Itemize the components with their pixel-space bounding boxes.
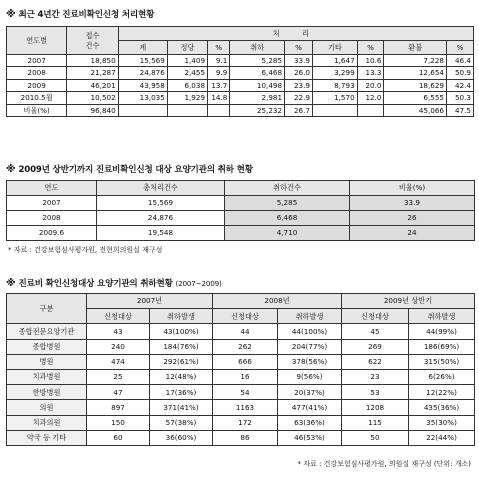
cell-applied-2007: 43 [87, 324, 150, 339]
cell-ratio: 26 [350, 211, 475, 226]
cell-applied-2007: 25 [87, 369, 150, 384]
cell-name: 치과병원 [7, 369, 87, 384]
cell-applied-2008: 86 [213, 430, 278, 445]
header-year: 연도 [7, 181, 97, 196]
cell-withdrawn-2008: 44(100%) [278, 324, 342, 339]
cell-return-pct: 50.3 [446, 92, 473, 104]
cell-return-pct: 47.5 [446, 104, 473, 116]
institution-withdrawal-table [6, 293, 475, 446]
table-row [7, 354, 475, 369]
cell-withdrawn-2009: 22(44%) [409, 430, 475, 445]
cell-total: 19,548 [97, 226, 225, 241]
cell-refund: 25,232 [230, 104, 285, 116]
cell-applied-2009: 50 [342, 430, 409, 445]
table-row [7, 369, 475, 384]
header-2008: 2008년 [213, 294, 342, 309]
cell-withdrawn-2007: 371(41%) [150, 400, 213, 415]
section-3-source-note: * 자료 : 건강보험심사평가원, 의원실 재구성 (단위: 개소) [297, 460, 471, 468]
table-row [7, 226, 475, 241]
cell-refund: 4,710 [225, 226, 350, 241]
table-row [7, 79, 474, 91]
cell-total [118, 104, 167, 116]
cell-year: 2007 [7, 196, 97, 211]
table-row [7, 196, 475, 211]
cell-other: 3,299 [312, 67, 357, 79]
cell-received: 18,850 [67, 55, 118, 67]
header-return: 환불 [384, 41, 447, 55]
table-row [7, 92, 474, 104]
header-withdrawn: 취하발생 [150, 309, 213, 324]
cell-name: 병원 [7, 354, 87, 369]
cell-received: 21,287 [67, 67, 118, 79]
table-row [7, 415, 475, 430]
cell-return: 18,629 [384, 79, 447, 91]
cell-applied-2008: 1163 [213, 400, 278, 415]
header-received [67, 27, 118, 55]
cell-refund-pct: 26.0 [285, 67, 313, 79]
cell-ratio: 33.9 [350, 196, 475, 211]
cell-applied-2007: 47 [87, 385, 150, 400]
cell-correct-pct: 14.8 [208, 92, 230, 104]
cell-applied-2008: 16 [213, 369, 278, 384]
cell-correct-pct [208, 104, 230, 116]
cell-total: 15,569 [118, 55, 167, 67]
cell-withdrawn-2007: 292(61%) [150, 354, 213, 369]
cell-refund-pct: 23.9 [285, 79, 313, 91]
cell-withdrawn-2008: 9(56%) [278, 369, 342, 384]
cell-applied-2007: 474 [87, 354, 150, 369]
cell-year: 2007 [7, 55, 67, 67]
header-pct: % [357, 41, 384, 55]
cell-received: 96,840 [67, 104, 118, 116]
header-refund: 취하 [230, 41, 285, 55]
header-applied: 신청대상 [213, 309, 278, 324]
cell-total: 43,958 [118, 79, 167, 91]
cell-total: 24,876 [97, 211, 225, 226]
table-row [7, 339, 475, 354]
cell-applied-2009: 269 [342, 339, 409, 354]
cell-return: 45,066 [384, 104, 447, 116]
cell-withdrawn-2007: 36(60%) [150, 430, 213, 445]
header-ratio: 비율(%) [350, 181, 475, 196]
cell-total: 13,035 [118, 92, 167, 104]
cell-correct: 6,038 [167, 79, 207, 91]
cell-refund-pct: 22.9 [285, 92, 313, 104]
cell-withdrawn-2008: 46(53%) [278, 430, 342, 445]
header-applied: 신청대상 [342, 309, 409, 324]
section-2-source-note: * 자료 : 건강보험심사평가원, 전현희의원실 재구성 [8, 246, 163, 254]
cell-name: 종합전문요양기관 [7, 324, 87, 339]
header-received-label: 접수 건수 [85, 31, 100, 50]
table-row [7, 400, 475, 415]
cell-withdrawn-2008: 477(41%) [278, 400, 342, 415]
cell-applied-2008: 666 [213, 354, 278, 369]
header-applied: 신청대상 [87, 309, 150, 324]
cell-return-pct: 50.9 [446, 67, 473, 79]
cell-applied-2008: 262 [213, 339, 278, 354]
cell-return: 7,228 [384, 55, 447, 67]
cell-correct-pct: 13.7 [208, 79, 230, 91]
cell-other-pct: 12.0 [357, 92, 384, 104]
table-row [7, 430, 475, 445]
cell-other-pct [357, 104, 384, 116]
cell-applied-2007: 60 [87, 430, 150, 445]
cell-year: 2009 [7, 79, 67, 91]
cell-refund-pct: 26.7 [285, 104, 313, 116]
cell-refund: 5,285 [230, 55, 285, 67]
cell-withdrawn-2008: 20(37%) [278, 385, 342, 400]
cell-year: 2010.5월 [7, 92, 67, 104]
cell-refund: 2,981 [230, 92, 285, 104]
cell-withdrawn-2007: 12(48%) [150, 369, 213, 384]
header-withdrawn: 취하발생 [409, 309, 475, 324]
processing-status-table [6, 26, 474, 117]
section-3-title: ※ 진료비 확인신청대상 요양기관의 취하현황 (2007~2009) [6, 278, 222, 289]
header-pct: % [285, 41, 313, 55]
cell-name: 한방병원 [7, 385, 87, 400]
cell-withdrawn-2009: 35(30%) [409, 415, 475, 430]
cell-refund-pct: 33.9 [285, 55, 313, 67]
header-total: 계 [118, 41, 167, 55]
cell-withdrawn-2007: 43(100%) [150, 324, 213, 339]
table-row [7, 211, 475, 226]
section-2-title: ※ 2009년 상반기까지 진료비확인신청 대상 요양기관의 취하 현황 [6, 164, 253, 175]
cell-other: 8,793 [312, 79, 357, 91]
cell-correct: 2,455 [167, 67, 207, 79]
header-2009: 2009년 상반기 [342, 294, 475, 309]
cell-applied-2009: 53 [342, 385, 409, 400]
cell-refund: 6,468 [230, 67, 285, 79]
cell-withdrawn-2009: 435(36%) [409, 400, 475, 415]
header-refund: 취하건수 [225, 181, 350, 196]
table-row [7, 385, 475, 400]
cell-year: 2008 [7, 211, 97, 226]
cell-applied-2007: 897 [87, 400, 150, 415]
header-processed: 처 리 [118, 27, 473, 41]
cell-other: 1,647 [312, 55, 357, 67]
cell-withdrawn-2009: 12(22%) [409, 385, 475, 400]
cell-withdrawn-2009: 186(69%) [409, 339, 475, 354]
header-type: 구분 [7, 294, 87, 324]
cell-withdrawn-2008: 63(36%) [278, 415, 342, 430]
cell-correct-pct: 9.1 [208, 55, 230, 67]
cell-year: 2009.6 [7, 226, 97, 241]
reference-mark-icon: ※ [6, 278, 16, 289]
cell-refund: 6,468 [225, 211, 350, 226]
cell-applied-2009: 1208 [342, 400, 409, 415]
cell-return-pct: 46.4 [446, 55, 473, 67]
header-year: 연도별 [7, 27, 67, 55]
cell-received: 10,502 [67, 92, 118, 104]
cell-applied-2007: 150 [87, 415, 150, 430]
table-row [7, 55, 474, 67]
cell-applied-2008: 54 [213, 385, 278, 400]
cell-applied-2008: 172 [213, 415, 278, 430]
cell-name: 의원 [7, 400, 87, 415]
cell-withdrawn-2007: 17(36%) [150, 385, 213, 400]
section-3-period: (2007~2009) [175, 279, 222, 288]
cell-return-pct: 42.4 [446, 79, 473, 91]
cell-name: 종합병원 [7, 339, 87, 354]
header-correct: 정당 [167, 41, 207, 55]
cell-applied-2009: 23 [342, 369, 409, 384]
header-withdrawn: 취하발생 [278, 309, 342, 324]
cell-return: 6,555 [384, 92, 447, 104]
cell-correct: 1,409 [167, 55, 207, 67]
cell-withdrawn-2009: 6(26%) [409, 369, 475, 384]
table-row [7, 104, 474, 116]
cell-withdrawn-2008: 378(56%) [278, 354, 342, 369]
table-row [7, 67, 474, 79]
cell-correct: 1,929 [167, 92, 207, 104]
table-row [7, 324, 475, 339]
cell-applied-2009: 622 [342, 354, 409, 369]
header-pct: % [446, 41, 473, 55]
cell-other-pct: 13.3 [357, 67, 384, 79]
cell-applied-2009: 45 [342, 324, 409, 339]
cell-withdrawn-2009: 315(50%) [409, 354, 475, 369]
cell-applied-2009: 115 [342, 415, 409, 430]
cell-applied-2008: 44 [213, 324, 278, 339]
section-1-title: ※ 최근 4년간 진료비확인신청 처리현황 [6, 9, 155, 20]
cell-name: 치과의원 [7, 415, 87, 430]
cell-name: 약국 등 기타 [7, 430, 87, 445]
cell-withdrawn-2008: 204(77%) [278, 339, 342, 354]
cell-year: 2008 [7, 67, 67, 79]
cell-withdrawn-2007: 57(38%) [150, 415, 213, 430]
cell-ratio: 24 [350, 226, 475, 241]
cell-applied-2007: 240 [87, 339, 150, 354]
reference-mark-icon: ※ [6, 164, 16, 175]
cell-withdrawn-2009: 44(99%) [409, 324, 475, 339]
withdrawal-status-table [6, 180, 475, 241]
cell-total: 15,569 [97, 196, 225, 211]
header-pct: % [208, 41, 230, 55]
cell-other-pct: 20.0 [357, 79, 384, 91]
cell-refund: 10,498 [230, 79, 285, 91]
cell-return: 12,654 [384, 67, 447, 79]
cell-other: 1,570 [312, 92, 357, 104]
cell-year: 비율(%) [7, 104, 67, 116]
header-other: 기타 [312, 41, 357, 55]
reference-mark-icon: ※ [6, 9, 16, 20]
cell-total: 24,876 [118, 67, 167, 79]
cell-other [312, 104, 357, 116]
cell-withdrawn-2007: 184(76%) [150, 339, 213, 354]
cell-correct [167, 104, 207, 116]
cell-refund: 5,285 [225, 196, 350, 211]
cell-correct-pct: 9.9 [208, 67, 230, 79]
header-total: 총처리건수 [97, 181, 225, 196]
header-2007: 2007년 [87, 294, 213, 309]
cell-received: 46,201 [67, 79, 118, 91]
cell-other-pct: 10.6 [357, 55, 384, 67]
